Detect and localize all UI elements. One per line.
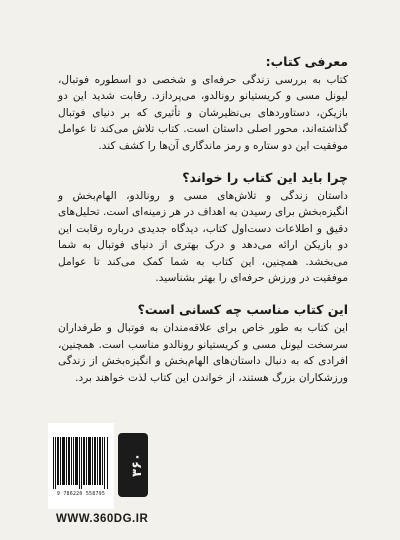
section-why-read [58,168,348,286]
section-paragraph: این کتاب به طور خاص برای علاقه‌مندان به فوتبال و طرفداران سرسخت لیونل مسی و کریستیانو رونالدو مناسب است. همچنین، افرادی که به دنبال داستان‌های الهام‌بخش و انگیزه‌بخش از زندگی ورزشکاران بزرگ هستند، از خواندن این کتاب لذت خواهند برد. [58,322,348,384]
barcode-bars [52,437,110,489]
publisher-360-logo-icon [118,433,148,497]
barcode [48,423,114,509]
svg-text:۳۶۰: ۳۶۰ [130,453,145,477]
section-heading: معرفی کتاب: [265,54,348,69]
section-paragraph: کتاب به بررسی زندگی حرفه‌ای و شخصی دو اسطوره فوتبال، لیونل مسی و کریستیانو رونالدو، می‌پردازد. رقابت شدید این دو بازیکن، دستاوردهای بی‌نظیرشان و تأثیری که بر دنیای فوتبال گذاشته‌اند، محور اصلی داستان است. کتاب تلاش می‌کند تا عوامل موفقیت این دو ستاره و رمز ماندگاری آن‌ها را کشف کند. [58,74,348,152]
section-heading: چرا باید این کتاب را خواند؟ [182,170,348,186]
barcode-number: 9 786220 558795 [56,491,106,497]
section-introduction [58,52,348,154]
cover-text [58,52,348,386]
section-paragraph: داستان زندگی و تلاش‌های مسی و رونالدو، الهام‌بخش و انگیزه‌بخش برای رسیدن به اهداف در هر زمینه‌ای است. تحلیل‌های دقیق و اطلاعات دست‌اول کتاب، دیدگاه جدیدی درباره رقابت این دو بازیکن ارائه می‌دهد و درک بهتری از دنیای فوتبال به شما می‌بخشد. همچنین، این کتاب به شما کمک می‌کند تا عوامل موفقیت در ورزش حرفه‌ای را بهتر بشناسید. [58,190,348,285]
section-heading: این کتاب مناسب چه کسانی است؟ [137,302,348,318]
publisher-website[interactable]: WWW.360DG.IR [56,513,149,525]
section-audience [58,300,348,386]
